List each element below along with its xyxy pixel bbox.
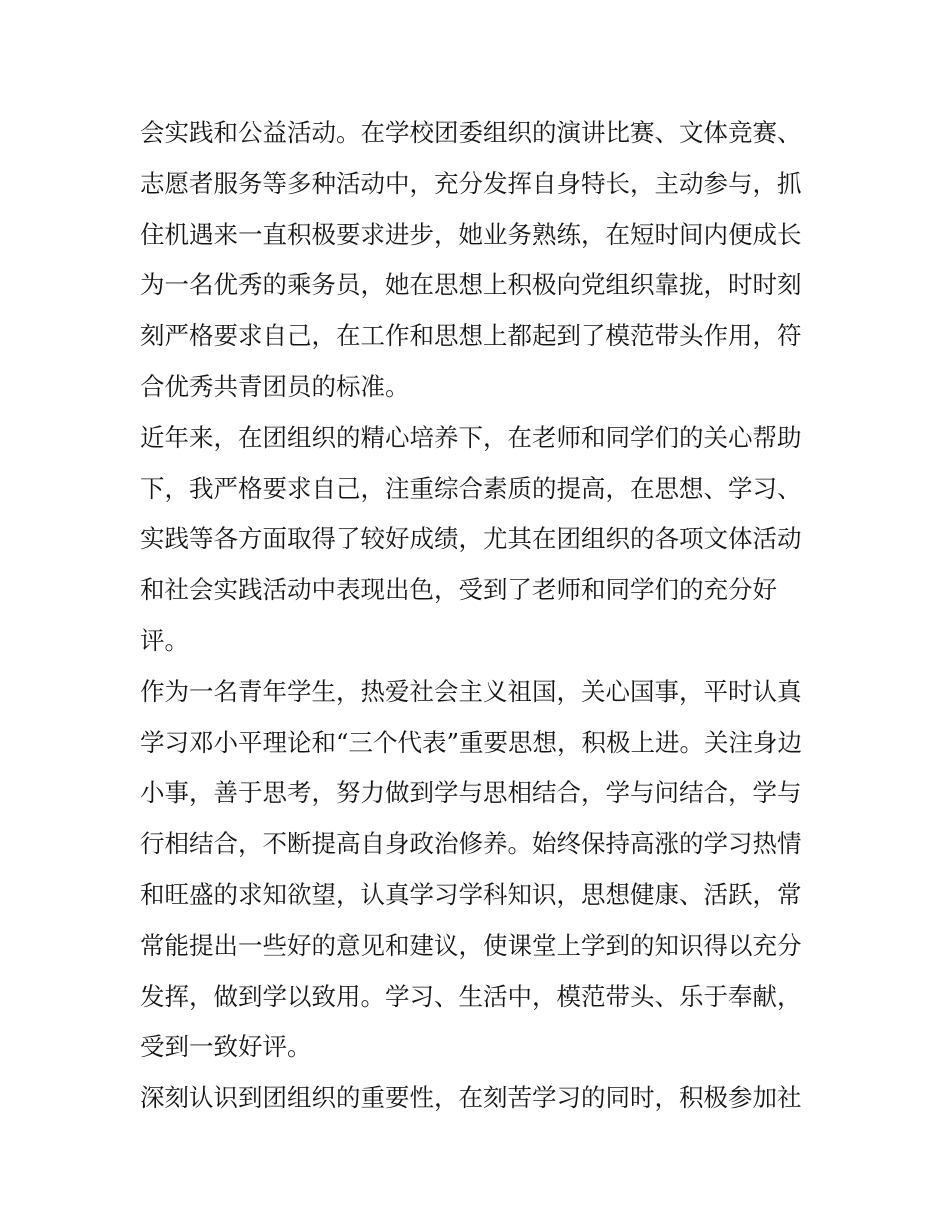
text-line: 会实践和公益活动。在学校团委组织的演讲比赛、文体竞赛、 xyxy=(140,118,802,147)
text-line: 刻严格要求自己，在工作和思想上都起到了模范带头作用，符 xyxy=(140,321,802,351)
text-line: 小事，善于思考，努力做到学与思相结合，学与问结合，学与 xyxy=(140,778,802,808)
paragraph-2 xyxy=(140,413,812,667)
text-line: 学习邓小平理论和“三个代表”重要思想，积极上进。关注身边 xyxy=(140,727,803,757)
paragraph-3 xyxy=(140,667,812,1073)
text-line: 和社会实践活动中表现出色，受到了老师和同学们的充分好 xyxy=(140,575,777,605)
text-line: 为一名优秀的乘务员，她在思想上积极向党组织靠拢，时时刻 xyxy=(140,270,802,300)
paragraph-4 xyxy=(140,1073,812,1124)
text-line: 评。 xyxy=(140,625,189,655)
text-line: 实践等各方面取得了较好成绩，尤其在团组织的各项文体活动 xyxy=(140,524,802,554)
text-line: 住机遇来一直积极要求进步，她业务熟练，在短时间内便成长 xyxy=(140,219,802,249)
text-line: 发挥，做到学以致用。学习、生活中，模范带头、乐于奉献， xyxy=(140,981,802,1011)
text-line: 受到一致好评。 xyxy=(140,1032,312,1062)
text-line: 常能提出一些好的意见和建议，使课堂上学到的知识得以充分 xyxy=(140,930,802,960)
text-line: 深刻认识到团组织的重要性，在刻苦学习的同时，积极参加社 xyxy=(140,1083,802,1113)
document-body xyxy=(140,108,812,1124)
text-line: 合优秀共青团员的标准。 xyxy=(140,371,410,401)
text-line: 作为一名青年学生，热爱社会主义祖国，关心国事，平时认真 xyxy=(140,676,802,706)
text-line: 行相结合，不断提高自身政治修养。始终保持高涨的学习热情 xyxy=(140,829,802,859)
paragraph-1 xyxy=(140,108,812,413)
text-line: 志愿者服务等多种活动中，充分发挥自身特长，主动参与，抓 xyxy=(140,168,802,198)
text-line: 下，我严格要求自己，注重综合素质的提高，在思想、学习、 xyxy=(140,473,802,503)
text-line: 和旺盛的求知欲望，认真学习学科知识，思想健康、活跃，常 xyxy=(140,879,802,909)
text-line: 近年来，在团组织的精心培养下，在老师和同学们的关心帮助 xyxy=(140,422,802,452)
